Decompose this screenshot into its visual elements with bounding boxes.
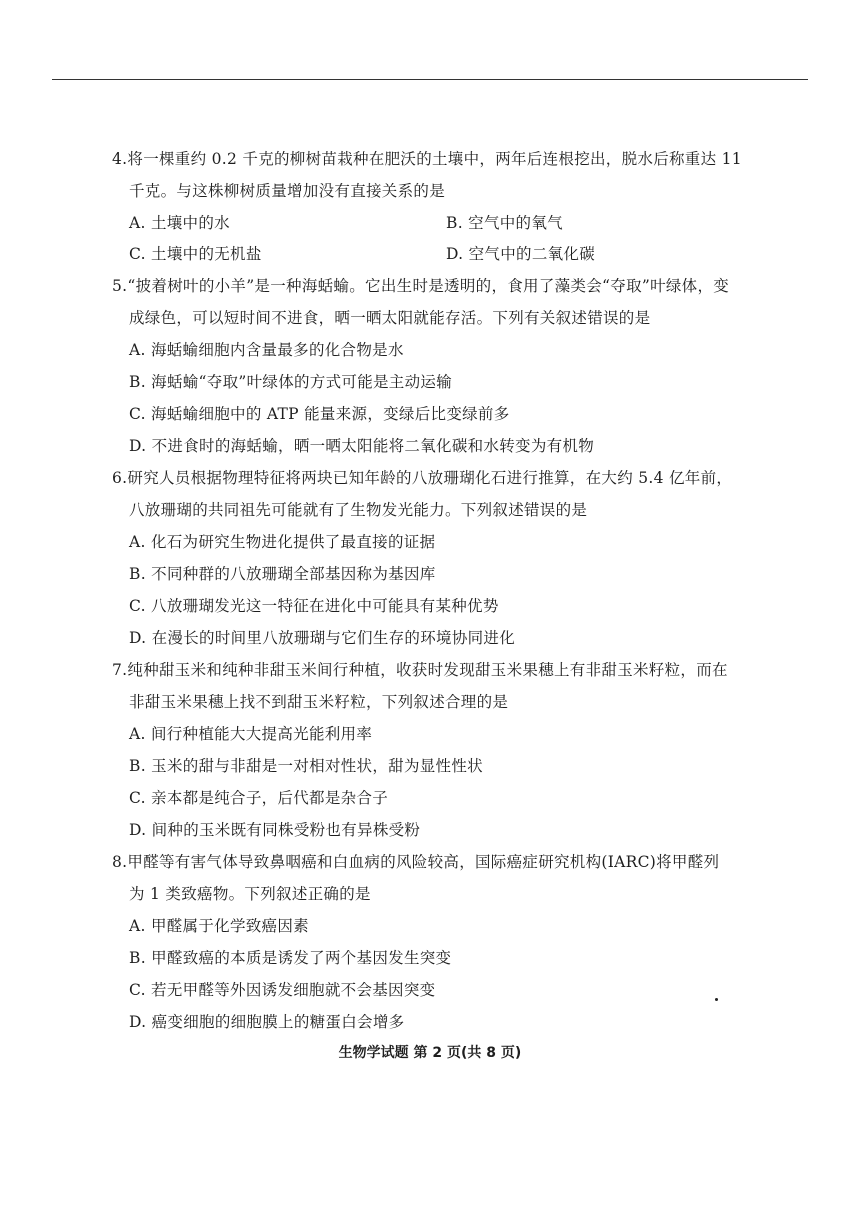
question-stem-line: 6.研究人员根据物理特征将两块已知年龄的八放珊瑚化石进行推算，在大约 5.4 亿年前， bbox=[112, 469, 733, 487]
question-stem-line: 7.纯种甜玉米和纯种非甜玉米间行种植，收获时发现甜玉米果穗上有非甜玉米籽粒，而在 bbox=[112, 661, 728, 679]
question-stem-line: 4.将一棵重约 0.2 千克的柳树苗栽种在肥沃的土壤中，两年后连根挖出，脱水后称重达 11 bbox=[112, 150, 742, 168]
option-a: A. 间行种植能大大提高光能利用率 bbox=[129, 725, 373, 743]
option-d: D. 间种的玉米既有同株受粉也有异株受粉 bbox=[129, 821, 421, 839]
option-d: D. 不进食时的海蛞蝓，晒一晒太阳能将二氧化碳和水转变为有机物 bbox=[129, 437, 595, 455]
option-c: C. 八放珊瑚发光这一特征在进化中可能具有某种优势 bbox=[129, 597, 499, 615]
question-stem-line: 非甜玉米果穗上找不到甜玉米籽粒，下列叙述合理的是 bbox=[129, 693, 509, 711]
option-d: D. 空气中的二氧化碳 bbox=[446, 245, 596, 263]
question-stem-line: 5.“披着树叶的小羊”是一种海蛞蝓。它出生时是透明的，食用了藻类会“夺取”叶绿体，变 bbox=[112, 277, 730, 295]
option-b: B. 不同种群的八放珊瑚全部基因称为基因库 bbox=[129, 565, 436, 583]
question-stem-line: 为 1 类致癌物。下列叙述正确的是 bbox=[129, 885, 371, 903]
question-stem-line: 千克。与这株柳树质量增加没有直接关系的是 bbox=[129, 182, 446, 200]
scan-speck bbox=[715, 998, 718, 1001]
option-b: B. 甲醛致癌的本质是诱发了两个基因发生突变 bbox=[129, 949, 452, 967]
option-a: A. 海蛞蝓细胞内含量最多的化合物是水 bbox=[129, 341, 404, 359]
option-c: C. 土壤中的无机盐 bbox=[129, 245, 262, 263]
question-stem-line: 8.甲醛等有害气体导致鼻咽癌和白血病的风险较高，国际癌症研究机构(IARC)将甲醛列 bbox=[112, 853, 720, 871]
page-footer: 生物学试题 第 2 页(共 8 页) bbox=[338, 1045, 522, 1061]
option-a: A. 土壤中的水 bbox=[129, 214, 230, 232]
header-rule bbox=[52, 79, 808, 80]
option-b: B. 玉米的甜与非甜是一对相对性状，甜为显性性状 bbox=[129, 757, 483, 775]
option-a: A. 化石为研究生物进化提供了最直接的证据 bbox=[129, 533, 436, 551]
option-a: A. 甲醛属于化学致癌因素 bbox=[129, 917, 309, 935]
option-d: D. 在漫长的时间里八放珊瑚与它们生存的环境协同进化 bbox=[129, 629, 516, 647]
option-c: C. 若无甲醛等外因诱发细胞就不会基因突变 bbox=[129, 981, 436, 999]
option-b: B. 海蛞蝓“夺取”叶绿体的方式可能是主动运输 bbox=[129, 373, 452, 391]
option-c: C. 亲本都是纯合子，后代都是杂合子 bbox=[129, 789, 389, 807]
option-b: B. 空气中的氧气 bbox=[446, 214, 563, 232]
question-stem-line: 成绿色，可以短时间不进食，晒一晒太阳就能存活。下列有关叙述错误的是 bbox=[129, 309, 651, 327]
option-d: D. 癌变细胞的细胞膜上的糖蛋白会增多 bbox=[129, 1013, 405, 1031]
question-stem-line: 八放珊瑚的共同祖先可能就有了生物发光能力。下列叙述错误的是 bbox=[129, 501, 588, 519]
option-c: C. 海蛞蝓细胞中的 ATP 能量来源，变绿后比变绿前多 bbox=[129, 405, 510, 423]
